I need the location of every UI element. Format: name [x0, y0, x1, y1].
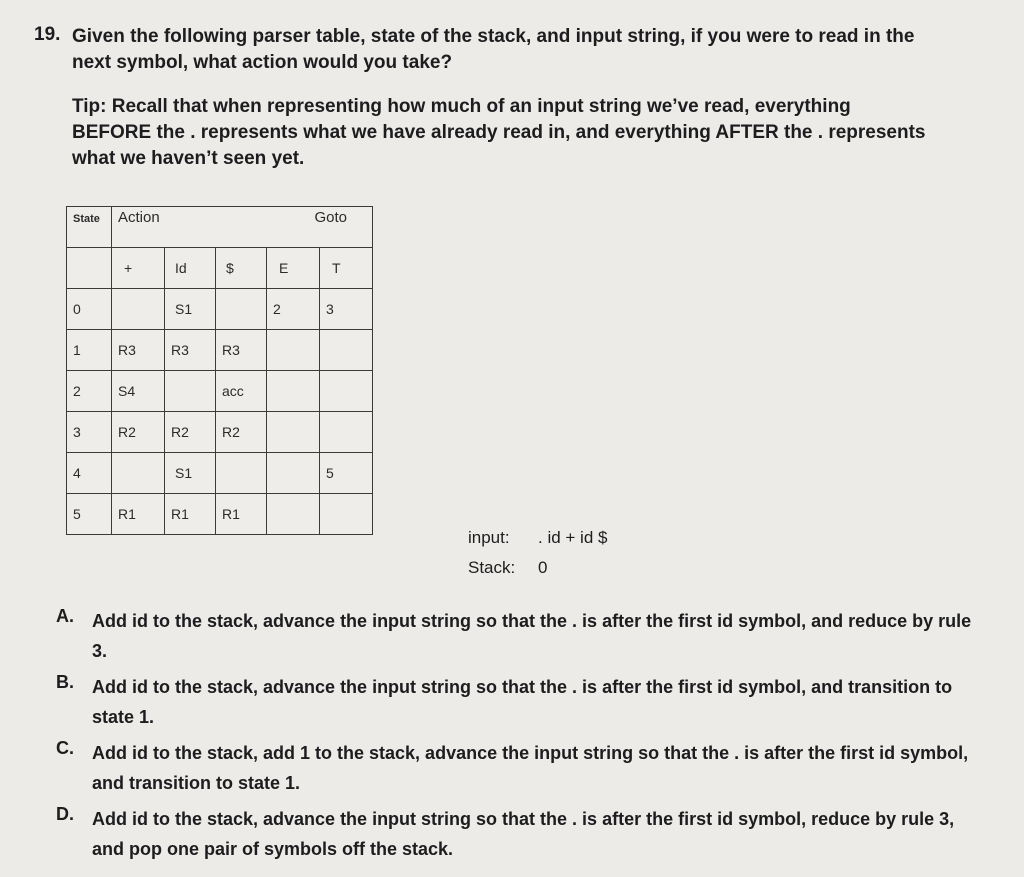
- choice-letter: B.: [56, 672, 74, 692]
- choice-letter: A.: [56, 606, 74, 626]
- goto-cell: [320, 330, 373, 371]
- goto-cell: [320, 412, 373, 453]
- stack-value: 0: [538, 558, 548, 577]
- stack-label: Stack:: [468, 558, 516, 577]
- action-cell: S1: [165, 289, 216, 330]
- parser-table: [66, 206, 373, 535]
- table-row: [67, 289, 373, 330]
- choice-text: Add id to the stack, add 1 to the stack, advance the input string so that the . is after the first id symbol, and transition to state 1.: [92, 743, 969, 793]
- action-cell: R1: [165, 494, 216, 535]
- goto-cell: [267, 453, 320, 494]
- goto-cell: 3: [320, 289, 373, 330]
- tip-text: Tip: Recall that when representing how much of an input string we’ve read, everything BEFORE the . represents what we have already read in, and everything AFTER the . represents what we haven’t seen yet.: [72, 96, 926, 169]
- state-header-cell: [67, 207, 112, 248]
- action-cell: R3: [216, 330, 267, 371]
- state-cell: 2: [67, 371, 112, 412]
- choice-letter: D.: [56, 804, 74, 824]
- choice-c: [56, 738, 976, 798]
- action-cell: R1: [216, 494, 267, 535]
- goto-cell: [267, 494, 320, 535]
- table-row: [67, 371, 373, 412]
- action-cell: [112, 289, 165, 330]
- table-row: [67, 330, 373, 371]
- question-block: [72, 24, 952, 76]
- symbol-cell: +: [112, 248, 165, 289]
- action-cell: [216, 289, 267, 330]
- action-cell: acc: [216, 371, 267, 412]
- state-cell: 0: [67, 289, 112, 330]
- action-cell: R2: [216, 412, 267, 453]
- state-cell: 5: [67, 494, 112, 535]
- answer-choices: [56, 606, 976, 870]
- action-header-cell: [112, 207, 267, 248]
- choice-a: [56, 606, 976, 666]
- choice-d: [56, 804, 976, 864]
- input-value: . id + id $: [538, 528, 608, 547]
- goto-cell: 5: [320, 453, 373, 494]
- stack-line: [468, 558, 547, 578]
- state-header: State: [73, 213, 100, 225]
- state-cell: 4: [67, 453, 112, 494]
- state-cell: 1: [67, 330, 112, 371]
- symbol-cell: Id: [165, 248, 216, 289]
- action-cell: S4: [112, 371, 165, 412]
- action-cell: R2: [112, 412, 165, 453]
- symbol-cell: $: [216, 248, 267, 289]
- goto-cell: [320, 494, 373, 535]
- table-row: [67, 412, 373, 453]
- action-cell: R2: [165, 412, 216, 453]
- goto-cell: [267, 371, 320, 412]
- goto-cell: [267, 412, 320, 453]
- input-label: input:: [468, 528, 510, 547]
- symbol-cell: E: [267, 248, 320, 289]
- state-cell: 3: [67, 412, 112, 453]
- goto-cell: [320, 371, 373, 412]
- action-cell: [112, 453, 165, 494]
- table-row: [67, 494, 373, 535]
- question-text: Given the following parser table, state of the stack, and input string, if you were to read in the next symbol, what action would you take?: [72, 26, 915, 73]
- goto-header-cell: [267, 207, 373, 248]
- symbol-corner-cell: [67, 248, 112, 289]
- action-cell: R1: [112, 494, 165, 535]
- tip-block: [72, 94, 932, 172]
- goto-header: Goto: [314, 209, 348, 226]
- symbol-cell: T: [320, 248, 373, 289]
- choice-text: Add id to the stack, advance the input string so that the . is after the first id symbol, and reduce by rule 3.: [92, 611, 972, 661]
- choice-text: Add id to the stack, advance the input string so that the . is after the first id symbol, and transition to state 1.: [92, 677, 953, 727]
- choice-b: [56, 672, 976, 732]
- choice-letter: C.: [56, 738, 74, 758]
- action-header: Action: [118, 209, 160, 226]
- action-cell: [216, 453, 267, 494]
- action-cell: S1: [165, 453, 216, 494]
- choice-text: Add id to the stack, advance the input string so that the . is after the first id symbol, reduce by rule 3, and pop one pair of symbols off the stack.: [92, 809, 955, 859]
- goto-cell: [267, 330, 320, 371]
- table-row: [67, 453, 373, 494]
- question-number: 19.: [34, 24, 61, 45]
- goto-cell: 2: [267, 289, 320, 330]
- action-cell: [165, 371, 216, 412]
- input-line: [468, 528, 607, 548]
- action-cell: R3: [112, 330, 165, 371]
- action-cell: R3: [165, 330, 216, 371]
